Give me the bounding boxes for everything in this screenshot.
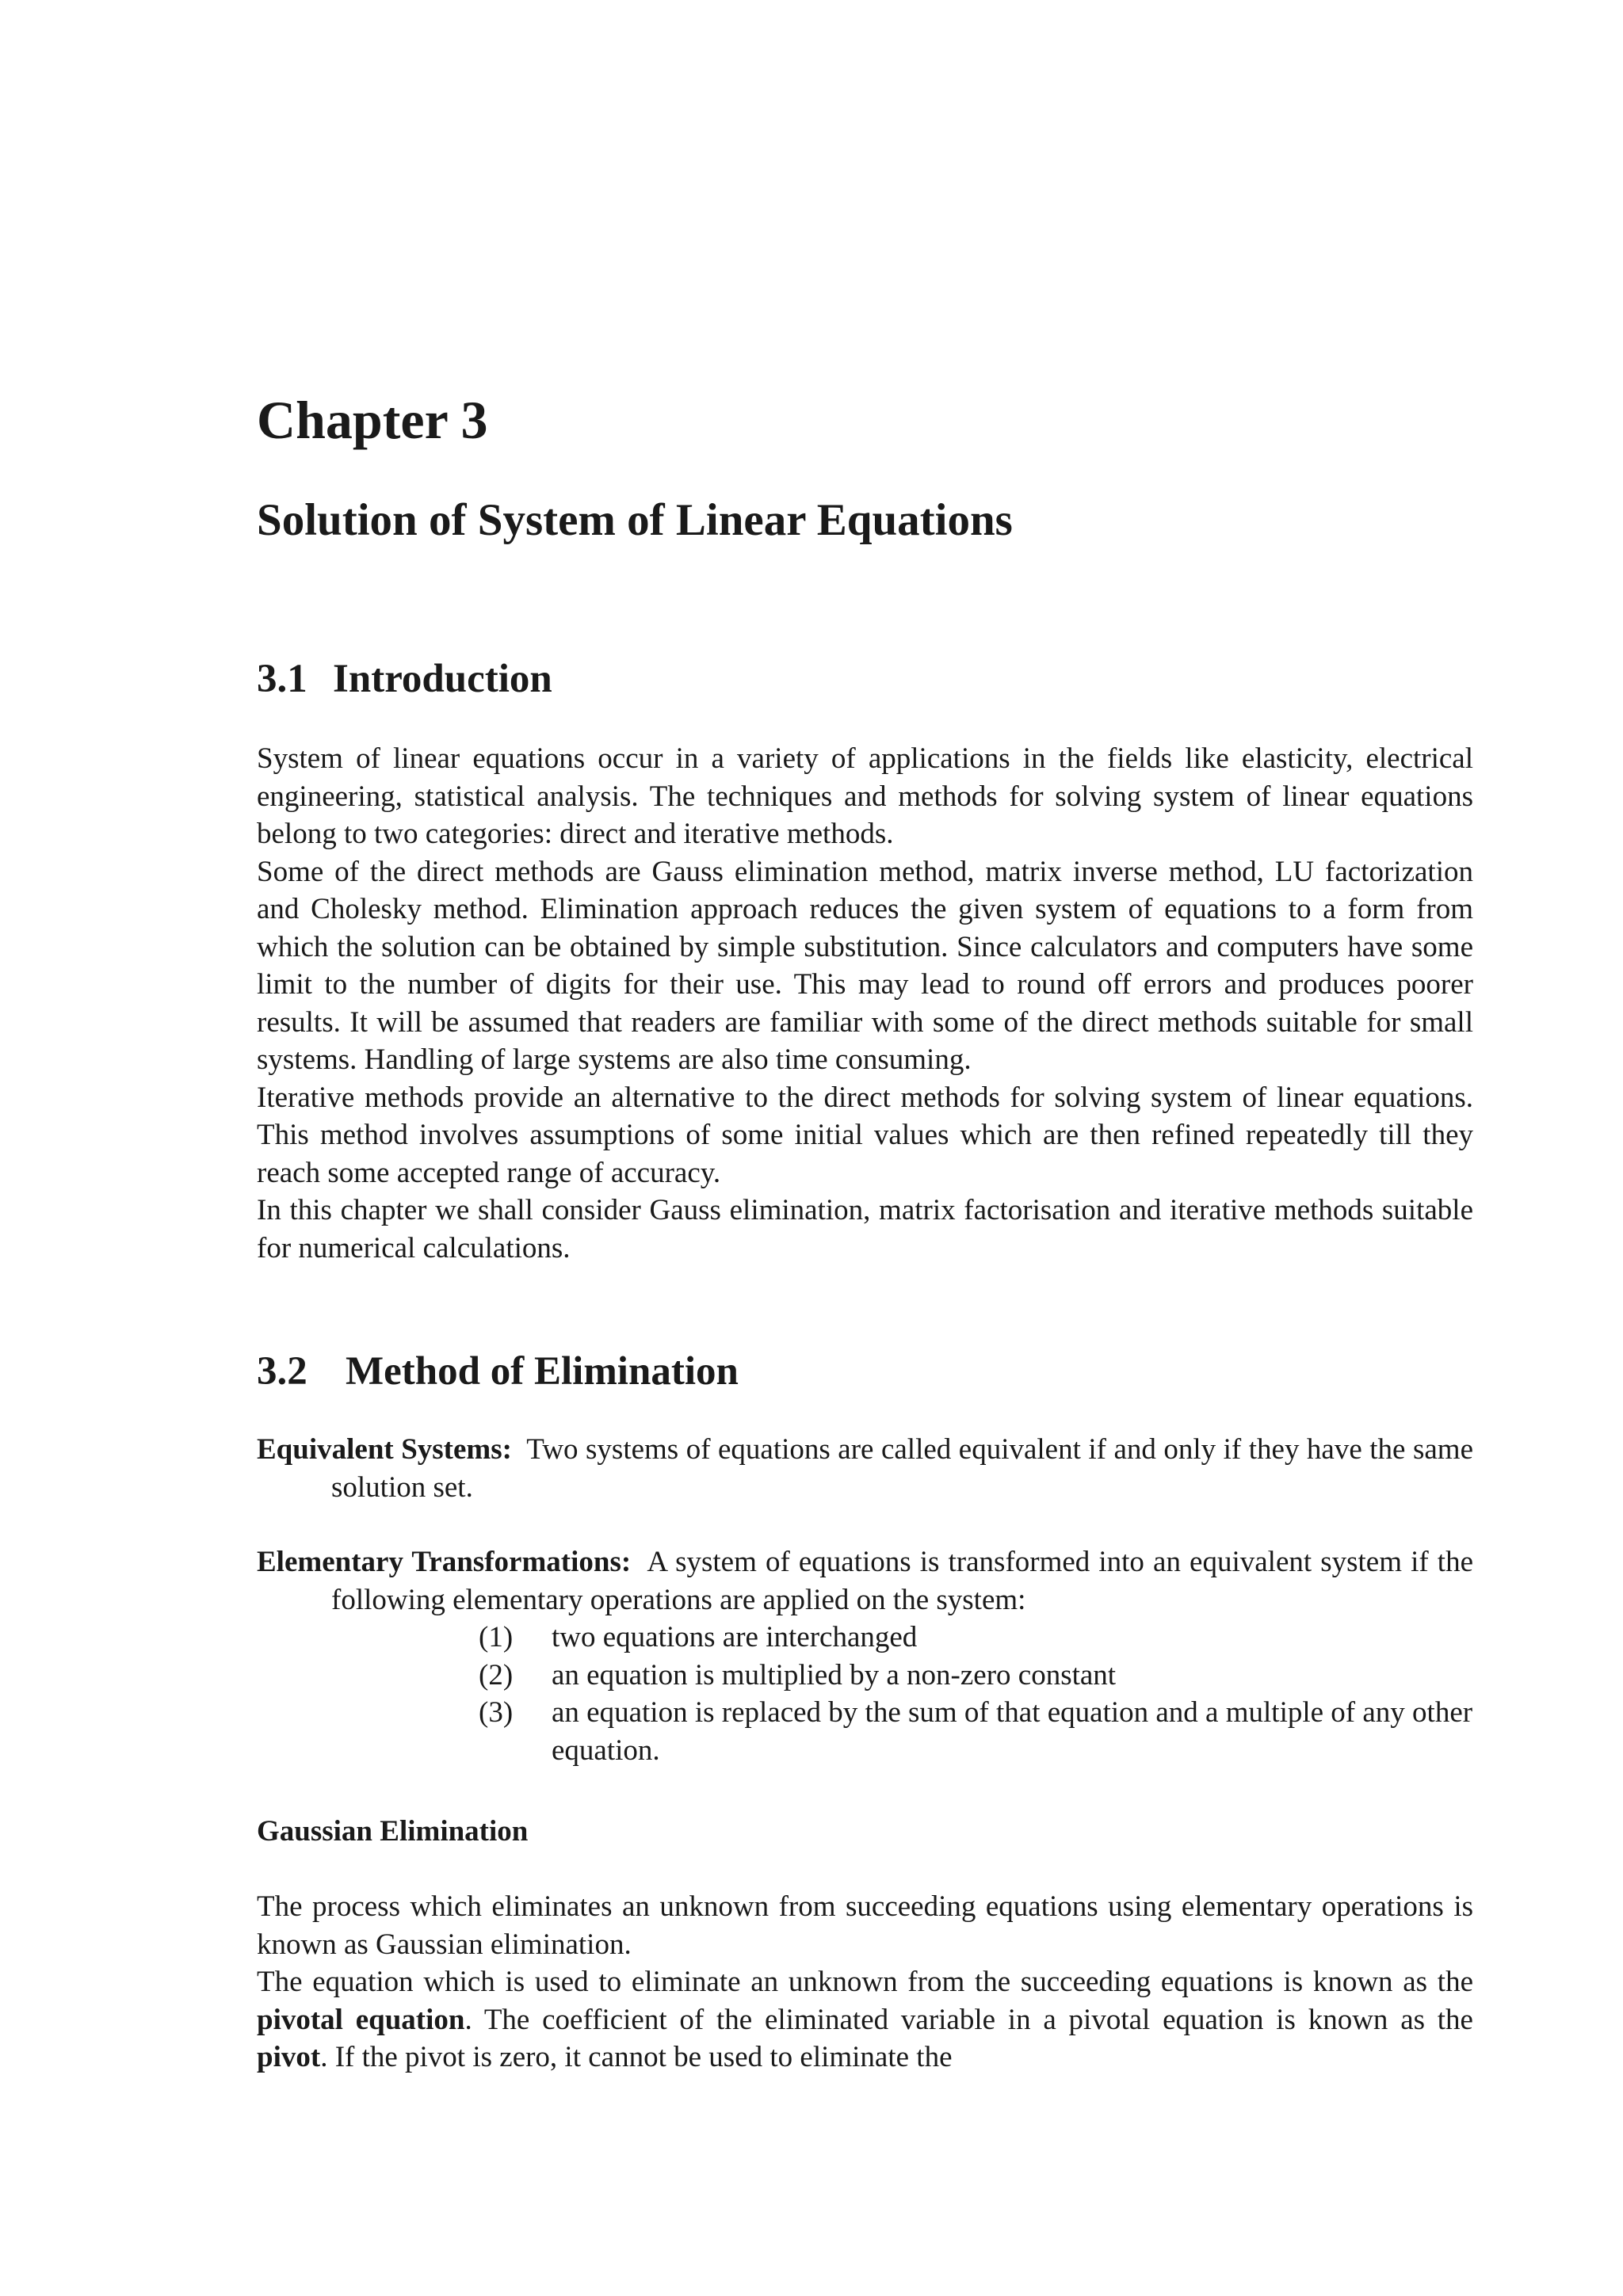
- chapter-title: Chapter 3: [257, 390, 488, 450]
- chapter-subtitle: Solution of System of Linear Equations: [257, 495, 1013, 545]
- text-run: The equation which is used to eliminate an unknown from the succeeding equations is known as the: [257, 1966, 1473, 1998]
- list-item-text: two equations are interchanged: [552, 1621, 918, 1653]
- list-item: [257, 1619, 1473, 1657]
- definition-term: Equivalent Systems:: [257, 1433, 512, 1466]
- list-item-text: an equation is multiplied by a non-zero constant: [552, 1658, 1117, 1691]
- definition-term: Elementary Transformations:: [257, 1546, 632, 1578]
- gaussian-elimination-body: [257, 1888, 1473, 2077]
- section-heading-introduction: [257, 654, 552, 704]
- definition-text: Two systems of equations are called equivalent if and only if they have the same solution set.: [331, 1433, 1473, 1504]
- section-heading-method-of-elimination: [257, 1347, 739, 1396]
- definition-text: A system of equations is transformed into an equivalent system if the following elementary operations are applied on the system:: [331, 1546, 1473, 1616]
- bold-term-pivot: pivot: [257, 2041, 321, 2073]
- list-item: [257, 1657, 1473, 1695]
- paragraph: System of linear equations occur in a variety of applications in the fields like elasticity, electrical engineering, statistical analysis. The techniques and methods for solving system of linear equations belong to two categories: direct and iterative methods.: [257, 742, 1473, 850]
- paragraph: In this chapter we shall consider Gauss elimination, matrix factorisation and iterative methods suitable for numerical calculations.: [257, 1194, 1473, 1264]
- paragraph: Some of the direct methods are Gauss elimination method, matrix inverse method, LU factorization and Cholesky method. Elimination approach reduces the given system of equations to a form from which the solution can be obtained by simple substitution. Since calculators and computers have some limit to the number of digits for their use. This may lead to round off errors and produces poorer results. It will be assumed that readers are familiar with some of the direct methods suitable for small systems. Handling of large systems are also time consuming.: [257, 855, 1473, 1076]
- section-number: 3.1: [257, 657, 307, 701]
- paragraph: [257, 1963, 1473, 2077]
- list-item: [257, 1694, 1473, 1769]
- list-item-number: (3): [479, 1696, 514, 1729]
- text-run: . If the pivot is zero, it cannot be used to eliminate the: [320, 2041, 953, 2073]
- section-title: Method of Elimination: [346, 1349, 739, 1394]
- section-title: Introduction: [333, 657, 552, 701]
- section-number: 3.2: [257, 1349, 307, 1394]
- list-item-text: an equation is replaced by the sum of that equation and a multiple of any other equation.: [552, 1696, 1473, 1767]
- definition-equivalent-systems: [257, 1431, 1473, 1506]
- definition-elementary-transformations: [257, 1543, 1473, 1619]
- introduction-body: [257, 740, 1473, 1267]
- elementary-operations-list: [257, 1619, 1473, 1769]
- list-item-number: (2): [479, 1658, 514, 1691]
- text-run: . The coefficient of the eliminated variable in a pivotal equation is known as the: [464, 2003, 1473, 2036]
- bold-term-pivotal-equation: pivotal equation: [257, 2003, 465, 2036]
- list-item-number: (1): [479, 1621, 514, 1653]
- paragraph: Iterative methods provide an alternative to the direct methods for solving system of linear equations. This method involves assumptions of some initial values which are then refined repeatedly till they reach some accepted range of accuracy.: [257, 1081, 1473, 1189]
- subheading-gaussian-elimination: Gaussian Elimination: [257, 1815, 529, 1848]
- paragraph: The process which eliminates an unknown from succeeding equations using elementary operations is known as Gaussian elimination.: [257, 1890, 1473, 1961]
